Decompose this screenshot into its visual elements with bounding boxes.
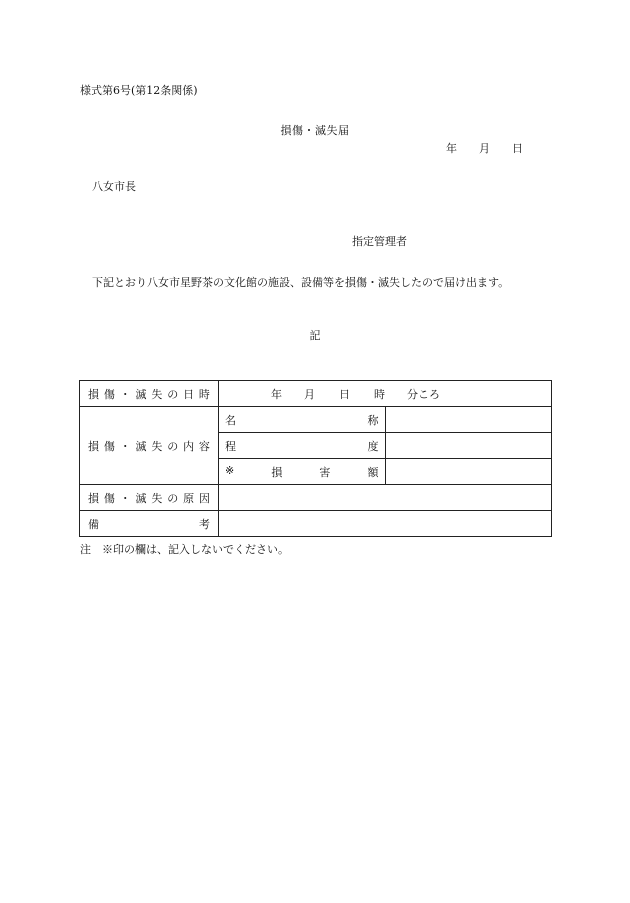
field-degree[interactable] <box>385 433 552 459</box>
label-remarks: 備 考 <box>80 511 219 537</box>
date-line <box>446 140 523 156</box>
dt-month: 月 <box>304 387 315 401</box>
table-row-remarks <box>80 511 552 537</box>
dt-day: 日 <box>339 387 350 401</box>
dt-year: 年 <box>271 387 282 401</box>
form-number: 様式第6号(第12条関係) <box>80 84 198 97</box>
sublabel-damage-amount: ※ 損 害 額 <box>219 459 386 485</box>
table-row-datetime <box>80 381 552 407</box>
label-damage-datetime: 損 傷 ・ 滅 失 の 日 時 <box>80 381 219 407</box>
label-damage-content: 損 傷 ・ 滅 失 の 内 容 <box>80 407 219 485</box>
sender-label: 指定管理者 <box>352 235 407 248</box>
field-remarks[interactable] <box>219 511 552 537</box>
date-year: 年 <box>446 142 457 155</box>
field-damage-datetime[interactable] <box>219 381 552 407</box>
dt-hour: 時 <box>374 387 385 401</box>
sublabel-name: 名 称 <box>219 407 386 433</box>
addressee: 八女市長 <box>92 180 136 193</box>
field-name[interactable] <box>385 407 552 433</box>
date-month: 月 <box>479 142 490 155</box>
label-damage-cause: 損 傷 ・ 滅 失 の 原 因 <box>80 485 219 511</box>
body-text: 下記とおり八女市星野茶の文化館の施設、設備等を損傷・滅失したので届け出ます。 <box>92 276 510 289</box>
date-day: 日 <box>512 142 523 155</box>
table-row-cause <box>80 485 552 511</box>
footer-note: 注 ※印の欄は、記入しないでください。 <box>80 543 289 556</box>
dt-minute: 分ころ <box>407 387 440 401</box>
ki-heading: 記 <box>309 329 321 342</box>
sublabel-degree: 程 度 <box>219 433 386 459</box>
document-title: 損傷・滅失届 <box>280 124 350 137</box>
table-row-content-name <box>80 407 552 433</box>
field-damage-cause[interactable] <box>219 485 552 511</box>
damage-report-table <box>79 380 552 537</box>
field-damage-amount <box>385 459 552 485</box>
